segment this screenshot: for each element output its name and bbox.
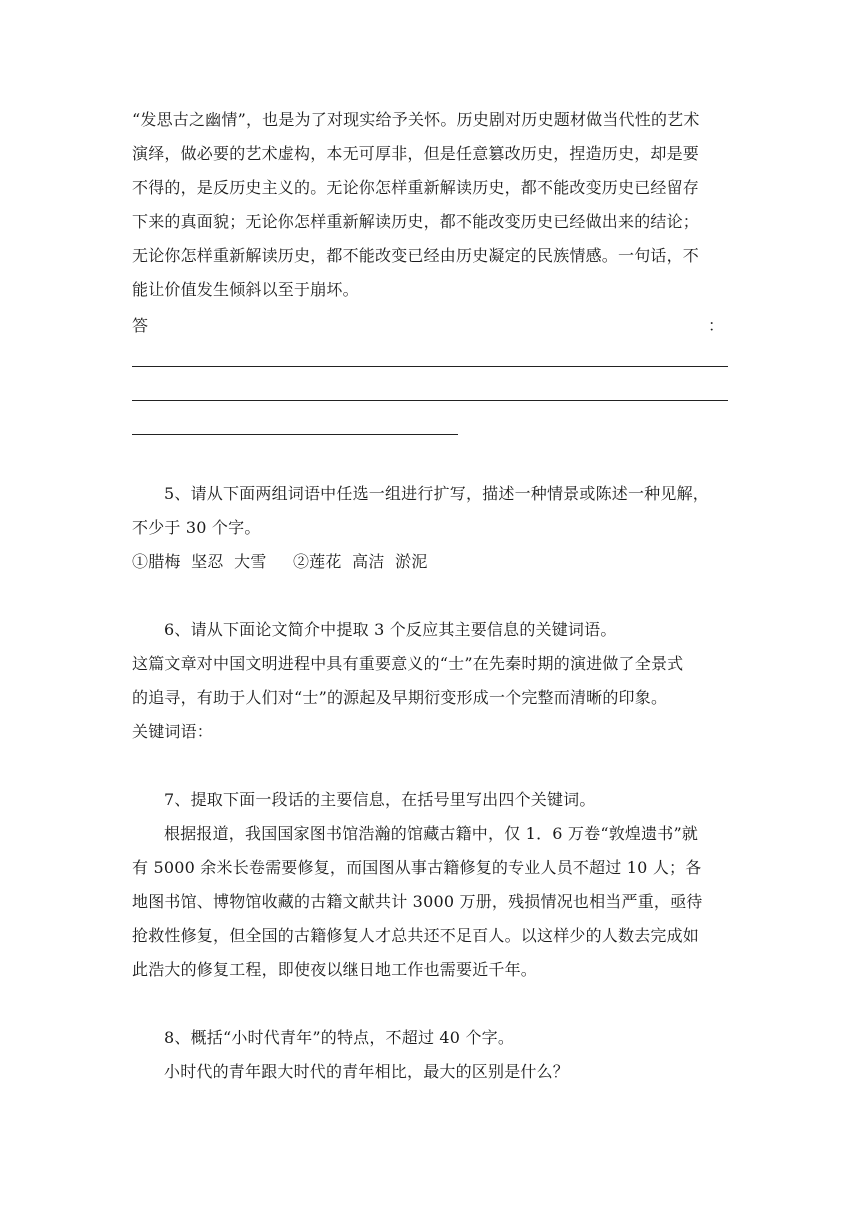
question-7-line: 有 5000 余米长卷需要修复，而国图从事古籍修复的专业人员不超过 10 人；各 <box>132 858 702 877</box>
question-6-title: 6、请从下面论文简介中提取 3 个反应其主要信息的关键词语。 <box>164 620 617 639</box>
answer-label: 答 <box>132 316 149 335</box>
passage-line: “发思古之幽情”，也是为了对现实给予关怀。历史剧对历史题材做当代性的艺术 <box>132 110 700 129</box>
passage-line: 下来的真面貌；无论你怎样重新解读历史，都不能改变历史已经做出来的结论； <box>132 212 700 231</box>
passage-line: 能让价值发生倾斜以至于崩坏。 <box>132 280 359 299</box>
passage-line: 无论你怎样重新解读历史，都不能改变已经由历史凝定的民族情感。一句话，不 <box>132 246 700 265</box>
answer-blank-line[interactable] <box>132 366 728 367</box>
question-6-line: 这篇文章对中国文明进程中具有重要意义的“士”在先秦时期的演进做了全景式 <box>132 654 684 673</box>
question-7-title: 7、提取下面一段话的主要信息，在括号里写出四个关键词。 <box>164 790 596 809</box>
question-8-title: 8、概括“小时代青年”的特点，不超过 40 个字。 <box>164 1028 515 1047</box>
question-5-title: 5、请从下面两组词语中任选一组进行扩写，描述一种情景或陈述一种见解， <box>164 484 709 503</box>
answer-blank-line[interactable] <box>132 400 728 401</box>
question-7-line: 抢救性修复，但全国的古籍修复人才总共还不足百人。以这样少的人数去完成如 <box>132 926 700 945</box>
question-7-line: 根据报道，我国国家图书馆浩瀚的馆藏古籍中，仅 1．6 万卷“敦煌遗书”就 <box>164 824 699 843</box>
question-7-line: 此浩大的修复工程，即使夜以继日地工作也需要近千年。 <box>132 960 538 979</box>
question-5-options: ①腊梅 坚忍 大雪 ②莲花 高洁 淤泥 <box>132 552 428 571</box>
question-7-line: 地图书馆、博物馆收藏的古籍文献共计 3000 万册，残损情况也相当严重，亟待 <box>132 892 703 911</box>
question-5-line: 不少于 30 个字。 <box>132 518 261 537</box>
passage-line: 演绎，做必要的艺术虚构，本无可厚非，但是任意篡改历史，捏造历史，却是要 <box>132 144 700 163</box>
keywords-label: 关键词语： <box>132 722 214 741</box>
answer-blank-line[interactable] <box>132 434 458 435</box>
question-6-line: 的追寻，有助于人们对“士”的源起及早期衍变形成一个完整而清晰的印象。 <box>132 688 668 707</box>
answer-colon: ： <box>708 316 725 335</box>
passage-line: 不得的，是反历史主义的。无论你怎样重新解读历史，都不能改变历史已经留存 <box>132 178 700 197</box>
question-8-line: 小时代的青年跟大时代的青年相比，最大的区别是什么？ <box>164 1062 570 1081</box>
